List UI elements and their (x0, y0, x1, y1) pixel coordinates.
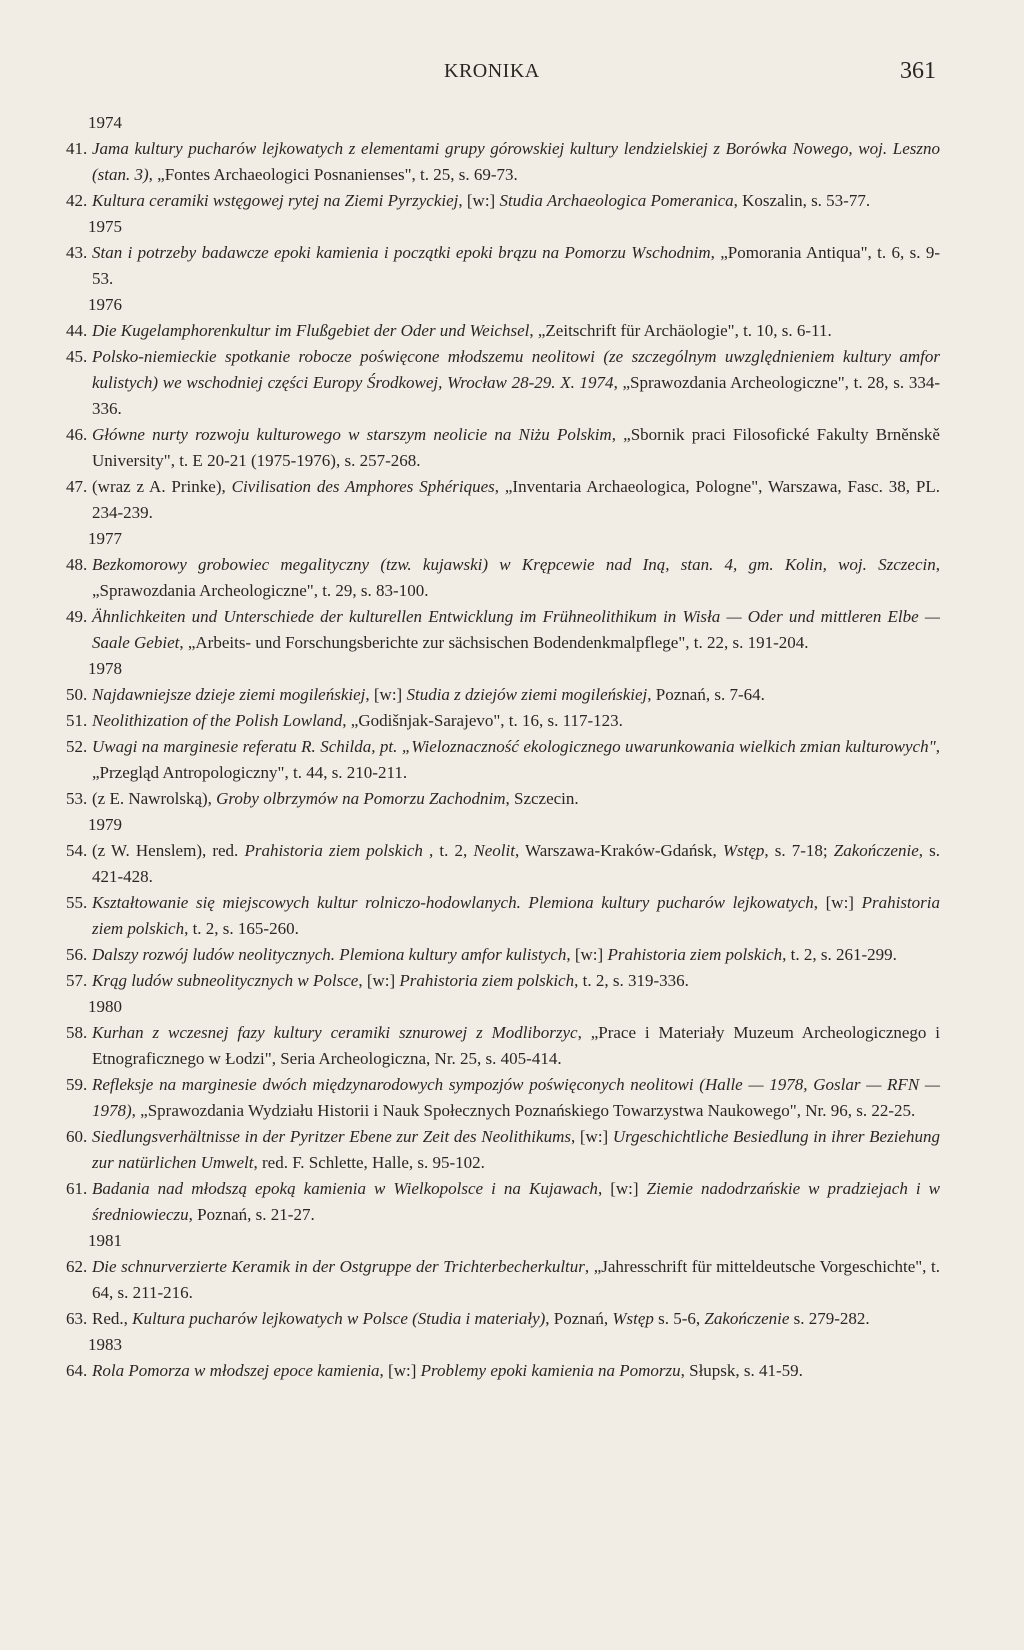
entry-detail: Red., (92, 1309, 133, 1328)
entry-number: 50. (66, 685, 88, 704)
entry-number: 53. (66, 789, 88, 808)
entry-detail: , „Sprawozdania Archeologiczne", t. 29, s. 83-100. (92, 555, 940, 600)
bibliography-entry (66, 838, 940, 890)
entry-title: Wstęp (612, 1309, 654, 1328)
entry-title: Studia Archaeologica Pomeranica (499, 191, 734, 210)
entry-number: 52. (66, 737, 88, 756)
entry-title: Groby olbrzymów na Pomorzu Zachodnim (216, 789, 506, 808)
entry-text (92, 838, 940, 890)
entry-detail: , „Pomorania Antiqua", t. 6, s. 9-53. (92, 243, 940, 288)
bibliography-entry (66, 422, 940, 474)
entry-title: Die schnurverzierte Keramik in der Ostgruppe der Trichterbecherkultur (92, 1257, 585, 1276)
entry-title: Die Kugelamphorenkultur im Flußgebiet der Oder und Weichsel (92, 321, 530, 340)
entry-detail: , „Fontes Archaeologici Posnanienses", t. 25, s. 69-73. (148, 165, 518, 184)
year-heading: 1978 (88, 659, 122, 678)
entry-detail: , [w:] (597, 1179, 647, 1198)
entry-detail: , Poznań, s. 21-27. (188, 1205, 315, 1224)
bibliography-entry (66, 708, 940, 734)
entry-number: 41. (66, 139, 88, 158)
entry-text (92, 682, 940, 708)
entry-detail: s. 279-282. (789, 1309, 870, 1328)
entry-text (92, 344, 940, 422)
entry-text (92, 708, 940, 734)
entry-title: Badania nad młodszą epoką kamienia w Wielkopolsce i na Kujawach (92, 1179, 598, 1198)
bibliography-entry (66, 240, 940, 292)
entry-number: 61. (66, 1179, 88, 1198)
entry-title: Uwagi na marginesie referatu R. Schilda, pt. „Wieloznaczność ekologicznego uwarunkowania wielkich zmian kulturowych" (92, 737, 936, 756)
entry-title: Neolit (473, 841, 515, 860)
bibliography-entry (66, 1020, 940, 1072)
entry-title: Jama kultury pucharów lejkowatych z elementami grupy górowskiej kultury lendzielskiej z Borówka Nowego, woj. Leszno (stan. 3) (92, 139, 940, 184)
entry-detail: , t. 2, (422, 841, 474, 860)
entry-detail: , Poznań, (545, 1309, 613, 1328)
entry-detail: (z E. Nawrolską), (92, 789, 217, 808)
entry-detail: , s. 7-18; (764, 841, 834, 860)
running-title: KRONIKA (444, 60, 540, 82)
entry-title: Stan i potrzeby badawcze epoki kamienia i początki epoki brązu na Pomorzu Wschodnim (92, 243, 711, 262)
entry-detail: , „Jahresschrift für mitteldeutsche Vorgeschichte", t. 64, s. 211-216. (92, 1257, 940, 1302)
entry-title: Neolithization of the Polish Lowland (92, 711, 343, 730)
entry-number: 58. (66, 1023, 88, 1042)
entry-title: Studia z dziejów ziemi mogileńskiej (406, 685, 648, 704)
entry-number: 54. (66, 841, 88, 860)
year-heading: 1976 (88, 295, 122, 314)
entry-text (92, 1306, 940, 1332)
entry-title: Rola Pomorza w młodszej epoce kamienia (92, 1361, 380, 1380)
bibliography-entry (66, 1306, 940, 1332)
page-number: 361 (900, 58, 936, 84)
entry-title: Ähnlichkeiten und Unterschiede der kulturellen Entwicklung im Frühneolithikum in Wisła — Oder und mittleren Elbe — Saale Gebiet (92, 607, 940, 652)
year-heading: 1974 (88, 113, 122, 132)
year-heading: 1975 (88, 217, 122, 236)
bibliography-entry (66, 136, 940, 188)
entry-title: Problemy epoki kamienia na Pomorzu (420, 1361, 681, 1380)
bibliography-list (66, 110, 940, 1384)
entry-detail: s. 5-6, (653, 1309, 705, 1328)
entry-title: Civilisation des Amphores Sphériques (231, 477, 495, 496)
entry-title: Kultura pucharów lejkowatych w Polsce (Studia i materiały) (132, 1309, 546, 1328)
bibliography-entry (66, 786, 940, 812)
entry-title: Ziemie nadodrzańskie w pradziejach i w średniowieczu (92, 1179, 940, 1224)
entry-number: 55. (66, 893, 88, 912)
entry-detail: , t. 2, s. 319-336. (574, 971, 689, 990)
entry-detail: , t. 2, s. 261-299. (782, 945, 897, 964)
entry-detail: , Słupsk, s. 41-59. (680, 1361, 803, 1380)
entry-detail: , „Prace i Materiały Muzeum Archeologicznego i Etnograficznego w Łodzi", Seria Archeologiczna, Nr. 25, s. 405-414. (92, 1023, 941, 1068)
entry-title: Urgeschichtliche Besiedlung in ihrer Beziehung zur natürlichen Umwelt (92, 1127, 940, 1172)
bibliography-entry (66, 188, 940, 214)
entry-detail: , [w:] (458, 191, 500, 210)
entry-number: 43. (66, 243, 88, 262)
entry-text (92, 188, 940, 214)
entry-detail: , „Inventaria Archaeologica, Pologne", Warszawa, Fasc. 38, PL. 234-239. (92, 477, 941, 522)
entry-detail: , s. 421-428. (92, 841, 940, 886)
entry-detail: , Poznań, s. 7-64. (647, 685, 765, 704)
entry-text (92, 604, 940, 656)
bibliography-entry (66, 344, 940, 422)
bibliography-entry (66, 552, 940, 604)
entry-text (92, 890, 940, 942)
bibliography-entry (66, 890, 940, 942)
entry-text (92, 1020, 940, 1072)
bibliography-entry (66, 682, 940, 708)
entry-title: Prahistoria ziem polskich (607, 945, 783, 964)
bibliography-entry (66, 1124, 940, 1176)
entry-title: Prahistoria ziem polskich (244, 841, 423, 860)
entry-text (92, 1124, 940, 1176)
entry-detail: , [w:] (566, 945, 608, 964)
entry-title: Zakończenie (704, 1309, 790, 1328)
entry-detail: , „Arbeits- und Forschungsberichte zur sächsischen Bodendenkmalpflege", t. 22, s. 191-204. (179, 633, 809, 652)
entry-title: Refleksje na marginesie dwóch międzynarodowych sympozjów poświęconych neolitowi (Halle — 1978, Goslar — RFN — 1978) (92, 1075, 940, 1120)
entry-detail: , [w:] (365, 685, 407, 704)
entry-number: 46. (66, 425, 88, 444)
entry-text (92, 422, 940, 474)
entry-title: Główne nurty rozwoju kulturowego w starszym neolicie na Niżu Polskim (92, 425, 612, 444)
bibliography-entry (66, 474, 940, 526)
entry-number: 62. (66, 1257, 88, 1276)
entry-detail: , „Sprawozdania Archeologiczne", t. 28, s. 334-336. (92, 373, 940, 418)
entry-title: Kształtowanie się miejscowych kultur rolniczo-hodowlanych. Plemiona kultury pucharów lejkowatych (92, 893, 814, 912)
entry-number: 56. (66, 945, 88, 964)
entry-text (92, 240, 940, 292)
bibliography-entry (66, 1358, 940, 1384)
entry-detail: (z W. Henslem), red. (92, 841, 245, 860)
entry-text (92, 734, 940, 786)
entry-number: 60. (66, 1127, 88, 1146)
entry-title: Dalszy rozwój ludów neolitycznych. Plemiona kultury amfor kulistych (92, 945, 567, 964)
bibliography-entry (66, 604, 940, 656)
entry-text (92, 1176, 940, 1228)
entry-text (92, 1072, 940, 1124)
entry-title: Kurhan z wczesnej fazy kultury ceramiki sznurowej z Modliborzyc (92, 1023, 578, 1042)
entry-text (92, 942, 940, 968)
entry-title: Siedlungsverhältnisse in der Pyritzer Ebene zur Zeit des Neolithikums (92, 1127, 571, 1146)
bibliography-entry (66, 1176, 940, 1228)
entry-detail: , red. F. Schlette, Halle, s. 95-102. (253, 1153, 485, 1172)
entry-number: 63. (66, 1309, 88, 1328)
entry-text (92, 552, 940, 604)
entry-detail: , „Sprawozdania Wydziału Historii i Nauk Społecznych Poznańskiego Towarzystwa Naukowego", Nr. 96, s. 22-25. (131, 1101, 916, 1120)
entry-detail: (wraz z A. Prinke), (92, 477, 232, 496)
entry-detail: , Warszawa-Kraków-Gdańsk, (514, 841, 723, 860)
entry-title: Zakończenie (833, 841, 919, 860)
entry-text (92, 1254, 940, 1306)
entry-title: Najdawniejsze dzieje ziemi mogileńskiej (92, 685, 366, 704)
year-heading: 1979 (88, 815, 122, 834)
entry-number: 45. (66, 347, 88, 366)
bibliography-entry (66, 1254, 940, 1306)
entry-number: 59. (66, 1075, 88, 1094)
entry-title: Kultura ceramiki wstęgowej rytej na Ziemi Pyrzyckiej (92, 191, 459, 210)
year-heading: 1981 (88, 1231, 122, 1250)
entry-detail: , [w:] (570, 1127, 613, 1146)
entry-text (92, 474, 940, 526)
bibliography-entry (66, 318, 940, 344)
entry-detail: , [w:] (358, 971, 400, 990)
entry-detail: , [w:] (379, 1361, 421, 1380)
entry-title: Prahistoria ziem polskich (92, 893, 940, 938)
running-header (0, 58, 1024, 88)
entry-number: 42. (66, 191, 88, 210)
entry-detail: , t. 2, s. 165-260. (184, 919, 299, 938)
entry-detail: , „Przegląd Antropologiczny", t. 44, s. 210-211. (92, 737, 940, 782)
entry-title: Bezkomorowy grobowiec megalityczny (tzw. kujawski) w Krępcewie nad Iną, stan. 4, gm. Kolin, woj. Szczecin (92, 555, 936, 574)
entry-number: 51. (66, 711, 88, 730)
entry-text (92, 786, 940, 812)
bibliography-entry (66, 942, 940, 968)
entry-text (92, 136, 940, 188)
entry-number: 49. (66, 607, 88, 626)
year-heading: 1980 (88, 997, 122, 1016)
year-heading: 1983 (88, 1335, 122, 1354)
entry-text (92, 318, 940, 344)
entry-number: 47. (66, 477, 88, 496)
entry-title: Prahistoria ziem polskich (399, 971, 575, 990)
entry-text (92, 968, 940, 994)
bibliography-entry (66, 734, 940, 786)
entry-title: Krąg ludów subneolitycznych w Polsce (92, 971, 359, 990)
entry-number: 64. (66, 1361, 88, 1380)
entry-detail: , „Sbornik praci Filosofické Fakulty Brněnskě University", t. E 20-21 (1975-1976), s. 257-268. (92, 425, 940, 470)
entry-number: 48. (66, 555, 88, 574)
entry-detail: , Koszalin, s. 53-77. (733, 191, 871, 210)
entry-text (92, 1358, 940, 1384)
entry-number: 57. (66, 971, 88, 990)
entry-title: Polsko-niemieckie spotkanie robocze poświęcone młodszemu neolitowi (ze szczególnym uwzględnieniem kultury amfor kulistych) we wschodniej części Europy Środkowej, Wrocław 28-29. X. 1974 (92, 347, 940, 392)
bibliography-entry (66, 968, 940, 994)
entry-title: Wstęp (722, 841, 765, 860)
entry-detail: , [w:] (813, 893, 862, 912)
entry-detail: , „Zeitschrift für Archäologie", t. 10, s. 6-11. (529, 321, 832, 340)
entry-detail: , „Godišnjak-Sarajevo", t. 16, s. 117-123. (342, 711, 623, 730)
year-heading: 1977 (88, 529, 122, 548)
bibliography-entry (66, 1072, 940, 1124)
entry-detail: , Szczecin. (505, 789, 579, 808)
entry-number: 44. (66, 321, 88, 340)
